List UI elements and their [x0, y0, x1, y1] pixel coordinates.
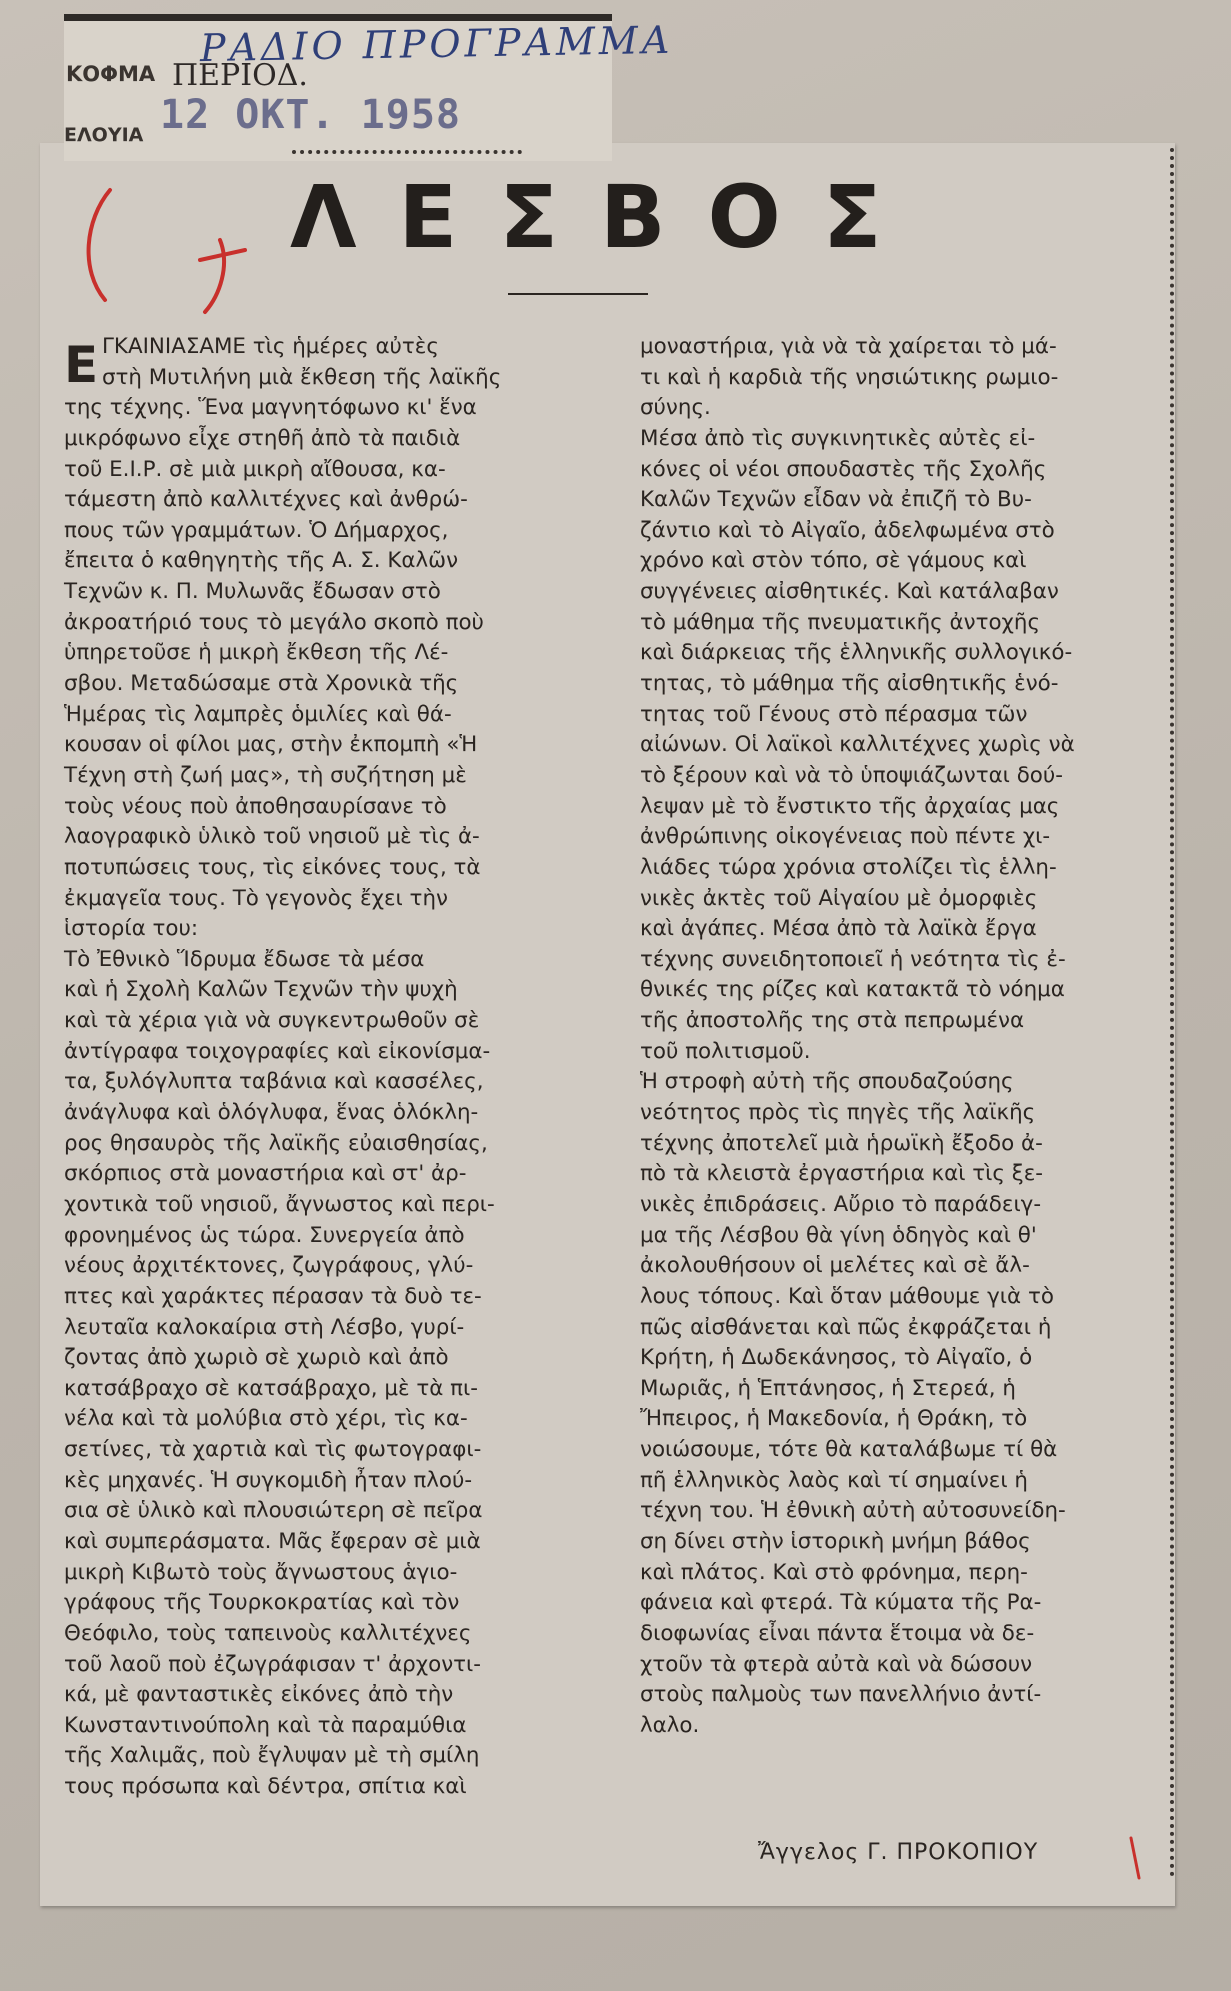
text-line: ποτυπώσεις τους, τὶς εἰκόνες τους, τὰ: [64, 854, 481, 880]
text-line: της τέχνης. Ἕνα μαγνητόφωνο κι' ἕνα: [64, 395, 477, 421]
text-line: Κρήτη, ἡ Δωδεκάνησος, τὸ Αἰγαῖο, ὁ: [640, 1345, 1033, 1371]
article-left-column: [64, 332, 534, 1803]
text-line: καὶ τὰ χέρια γιὰ νὰ συγκεντρωθοῦν σὲ: [64, 1008, 480, 1034]
slip-label-bottom: ΕΛΟΥΙΑ: [64, 124, 144, 146]
text-line: χρόνο καὶ στὸν τόπο, σὲ γάμους καὶ: [640, 548, 1027, 574]
text-line: διοφωνίας εἶναι πάντα ἕτοιμα νὰ δε-: [640, 1620, 1035, 1646]
text-line: σβου. Μεταδώσαμε στὰ Χρονικὰ τῆς: [64, 671, 459, 697]
text-line: τέχνη του. Ἡ ἐθνικὴ αὐτὴ αὐτοσυνείδη-: [640, 1498, 1066, 1524]
text-line: Τέχνη στὴ ζωή μας», τὴ συζήτηση μὲ: [64, 762, 467, 788]
text-line: μικρόφωνο εἶχε στηθῆ ἀπὸ τὰ παιδιὰ: [64, 425, 461, 451]
text-line: χτοῦν τὰ φτερὰ αὐτὰ καὶ νὰ δώσουν: [640, 1651, 1033, 1677]
text-line: καὶ ἡ Σχολὴ Καλῶν Τεχνῶν τὴν ψυχὴ: [64, 977, 458, 1003]
text-line: τάμεστη ἀπὸ καλλιτέχνες καὶ ἀνθρώ-: [64, 487, 468, 513]
text-line: συγγένειες αἰσθητικές. Καὶ κατάλαβαν: [640, 579, 1059, 605]
text-line: νέλα καὶ τὰ μολύβια στὸ χέρι, τὶς κα-: [64, 1406, 468, 1432]
article-headline: ΛΕΣΒΟΣ: [290, 168, 924, 268]
text-line: ἀνάγλυφα καὶ ὁλόγλυφα, ἕνας ὁλόκλη-: [64, 1100, 479, 1126]
text-line: ΓΚΑΙΝΙΑΣΑΜΕ τὶς ἡμέρες αὐτὲς: [102, 334, 439, 359]
text-line: λεψαν μὲ τὸ ἔνστικτο τῆς ἀρχαίας μας: [640, 793, 1060, 819]
text-line: τὸ ξέρουν καὶ νὰ τὸ ὑποψιάζωνται δού-: [640, 762, 1063, 788]
text-line: πῶς αἰσθάνεται καὶ πῶς ἐκφράζεται ἡ: [640, 1314, 1052, 1340]
text-line: κουσαν οἱ φίλοι μας, στὴν ἐκπομπὴ «Ἡ: [64, 732, 478, 758]
text-line: νέους ἀρχιτέκτονες, ζωγράφους, γλύ-: [64, 1253, 474, 1279]
text-line: ζάντιο καὶ τὸ Αἰγαῖο, ἀδελφωμένα στὸ: [640, 517, 1055, 543]
slip-label-top: ΚΟΦΜΑ: [66, 62, 156, 86]
dotted-cut-line-top: [292, 150, 522, 154]
text-line: λευταῖα καλοκαίρια στὴ Λέσβο, γυρί-: [64, 1314, 465, 1340]
text-line: λαλο.: [640, 1712, 700, 1738]
text-line: πους τῶν γραμμάτων. Ὁ Δήμαρχος,: [64, 517, 449, 543]
text-line: τοῦ Ε.Ι.Ρ. σὲ μιὰ μικρὴ αἴθουσα, κα-: [64, 456, 446, 482]
text-line: καὶ διάρκειας τῆς ἑλληνικῆς συλλογικό-: [640, 640, 1073, 666]
text-line: τέχνης ἀποτελεῖ μιὰ ἡρωϊκὴ ἔξοδο ἀ-: [640, 1130, 1043, 1156]
article-right-column: [640, 332, 1120, 1741]
text-line: ὑπηρετοῦσε ἡ μικρὴ ἔκθεση τῆς Λέ-: [64, 640, 449, 666]
text-line: κόνες οἱ νέοι σπουδαστὲς τῆς Σχολῆς: [640, 456, 1047, 482]
handwritten-source-title: ΡΑΔΙΟ ΠΡΟΓΡΑΜΜΑ: [199, 17, 674, 71]
text-line: τέχνης συνειδητοποιεῖ ἡ νεότητα τὶς ἐ-: [640, 946, 1066, 972]
text-line: ση δίνει στὴν ἱστορικὴ μνήμη βάθος: [640, 1528, 1031, 1554]
text-line: τοῦ πολιτισμοῦ.: [640, 1038, 811, 1064]
text-line: ζοντας ἀπὸ χωριὸ σὲ χωριὸ καὶ ἀπὸ: [64, 1345, 449, 1371]
red-pencil-mark: [70, 180, 270, 320]
text-line: θνικές της ρίζες καὶ κατακτᾶ τὸ νόημα: [640, 977, 1065, 1003]
text-line: μα τῆς Λέσβου θὰ γίνη ὁδηγὸς καὶ θ': [640, 1222, 1037, 1248]
text-line: ἀκροατήριό τους τὸ μεγάλο σκοπὸ ποὺ: [64, 609, 484, 635]
red-pencil-tick: [1128, 1836, 1142, 1880]
text-line: τοὺς νέους ποὺ ἀποθησαυρίσανε τὸ: [64, 793, 447, 819]
text-line: καὶ πλάτος. Καὶ στὸ φρόνημα, περη-: [640, 1559, 1028, 1585]
text-line: τῆς ἀποστολῆς της στὰ πεπρωμένα: [640, 1008, 1025, 1034]
text-line: Ἡμέρας τὶς λαμπρὲς ὁμιλίες καὶ θά-: [64, 701, 452, 727]
date-stamp: 12 ΟΚΤ. 1958: [160, 92, 461, 138]
text-line: Τεχνῶν κ. Π. Μυλωνᾶς ἔδωσαν στὸ: [64, 579, 441, 605]
text-line: τοῦ λαοῦ ποὺ ἐζωγράφισαν τ' ἀρχοντι-: [64, 1651, 481, 1677]
text-line: τητας, τὸ μάθημα τῆς αἰσθητικῆς ἑνό-: [640, 671, 1059, 697]
text-line: Κωνσταντινούπολη καὶ τὰ παραμύθια: [64, 1712, 467, 1738]
text-line: ἀκολουθήσουν οἱ μελέτες καὶ σὲ ἄλ-: [640, 1253, 1030, 1279]
text-line: σύνης.: [640, 395, 711, 421]
text-line: Μέσα ἀπὸ τὶς συγκινητικὲς αὐτὲς εἰ-: [640, 425, 1036, 451]
text-line: καὶ συμπεράσματα. Μᾶς ἔφεραν σὲ μιὰ: [64, 1528, 481, 1554]
text-line: κά, μὲ φανταστικὲς εἰκόνες ἀπὸ τὴν: [64, 1682, 454, 1708]
headline-rule: [508, 293, 648, 295]
text-line: πῆ ἑλληνικὸς λαὸς καὶ τί σημαίνει ἡ: [640, 1467, 1028, 1493]
drop-cap: Ε: [64, 336, 99, 394]
text-line: τητας τοῦ Γένους στὸ πέρασμα τῶν: [640, 701, 1028, 727]
text-line: στοὺς παλμοὺς των πανελλήνιο ἀντί-: [640, 1682, 1042, 1708]
text-line: φάνεια καὶ φτερά. Τὰ κύματα τῆς Ρα-: [640, 1590, 1042, 1616]
text-line: ἔπειτα ὁ καθηγητὴς τῆς Α. Σ. Καλῶν: [64, 548, 459, 574]
text-line: νεότητος πρὸς τὶς πηγὲς τῆς λαϊκῆς: [640, 1100, 1036, 1126]
text-line: νικὲς ἀκτὲς τοῦ Αἰγαίου μὲ ὀμορφιὲς: [640, 885, 1038, 911]
text-line: μικρὴ Κιβωτὸ τοὺς ἄγνωστους ἁγιο-: [64, 1559, 458, 1585]
text-line: πὸ τὰ κλειστὰ ἐργαστήρια καὶ τὶς ξε-: [640, 1161, 1043, 1187]
text-line: ἱστορία του:: [64, 916, 199, 942]
dotted-cut-line-right: [1170, 148, 1174, 1878]
text-line: γράφους τῆς Τουρκοκρατίας καὶ τὸν: [64, 1590, 460, 1616]
text-line: νοιώσουμε, τότε θὰ καταλάβωμε τί θὰ: [640, 1437, 1058, 1463]
text-line: τους πρόσωπα καὶ δέντρα, σπίτια καὶ: [64, 1774, 467, 1800]
text-line: αἰώνων. Οἱ λαϊκοὶ καλλιτέχνες χωρὶς νὰ: [640, 732, 1075, 758]
text-line: φρονημένος ὡς τώρα. Συνεργεία ἀπὸ: [64, 1222, 465, 1248]
text-line: τα, ξυλόγλυπτα ταβάνια καὶ κασσέλες,: [64, 1069, 484, 1095]
slip-label-period: ΠΕΡΙΟΔ.: [172, 58, 308, 93]
text-line: Μωριᾶς, ἡ Ἑπτάνησος, ἡ Στερεά, ἡ: [640, 1375, 1016, 1401]
text-line: ἀντίγραφα τοιχογραφίες καὶ εἰκονίσμα-: [64, 1038, 491, 1064]
text-line: κατσάβραχο σὲ κατσάβραχο, μὲ τὰ πι-: [64, 1375, 478, 1401]
text-line: κὲς μηχανές. Ἡ συγκομιδὴ ἦταν πλού-: [64, 1467, 473, 1493]
text-line: σετίνες, τὰ χαρτιὰ καὶ τὶς φωτογραφι-: [64, 1437, 482, 1463]
text-line: τι καὶ ἡ καρδιὰ τῆς νησιώτικης ρωμιο-: [640, 364, 1059, 390]
text-line: καὶ ἀγάπες. Μέσα ἀπὸ τὰ λαϊκὰ ἔργα: [640, 916, 1037, 942]
text-line: ἀνθρώπινης οἰκογένειας ποὺ πέντε χι-: [640, 824, 1051, 850]
text-line: πτες καὶ χαράκτες πέρασαν τὰ δυὸ τε-: [64, 1283, 482, 1309]
text-line: τῆς Χαλιμᾶς, ποὺ ἔγλυψαν μὲ τὴ σμίλη: [64, 1743, 480, 1769]
text-line: ρος θησαυρὸς τῆς λαϊκῆς εὐαισθησίας,: [64, 1130, 488, 1156]
text-line: ἐκμαγεῖα τους. Τὸ γεγονὸς ἔχει τὴν: [64, 885, 448, 911]
text-line: σκόρπιος στὰ μοναστήρια καὶ στ' ἀρ-: [64, 1161, 467, 1187]
text-line: στὴ Μυτιλήνη μιὰ ἔκθεση τῆς λαϊκῆς: [102, 364, 502, 390]
text-line: Ἤπειρος, ἡ Μακεδονία, ἡ Θράκη, τὸ: [640, 1406, 1028, 1432]
text-line: τὸ μάθημα τῆς πνευματικῆς ἀντοχῆς: [640, 609, 1041, 635]
text-line: χοντικὰ τοῦ νησιοῦ, ἄγνωστος καὶ περι-: [64, 1191, 495, 1217]
author-signature: Ἄγγελος Γ. ΠΡΟΚΟΠΙΟΥ: [758, 1840, 1039, 1865]
text-line: λιάδες τώρα χρόνια στολίζει τὶς ἑλλη-: [640, 854, 1057, 880]
text-line: σια σὲ ὑλικὸ καὶ πλουσιώτερη σὲ πεῖρα: [64, 1498, 483, 1524]
text-line: μοναστήρια, γιὰ νὰ τὰ χαίρεται τὸ μά-: [640, 334, 1057, 359]
text-line: Ἡ στροφὴ αὐτὴ τῆς σπουδαζούσης: [640, 1069, 1014, 1095]
text-line: Τὸ Ἐθνικὸ Ἵδρυμα ἔδωσε τὰ μέσα: [64, 946, 425, 972]
text-line: λους τόπους. Καὶ ὅταν μάθουμε γιὰ τὸ: [640, 1283, 1054, 1309]
text-line: νικὲς ἐπιδράσεις. Αὔριο τὸ παράδειγ-: [640, 1191, 1042, 1217]
text-line: Καλῶν Τεχνῶν εἶδαν νὰ ἐπιζῆ τὸ Βυ-: [640, 487, 1032, 513]
text-line: Θεόφιλο, τοὺς ταπεινοὺς καλλιτέχνες: [64, 1620, 472, 1646]
text-line: λαογραφικὸ ὑλικὸ τοῦ νησιοῦ μὲ τὶς ἀ-: [64, 824, 480, 850]
